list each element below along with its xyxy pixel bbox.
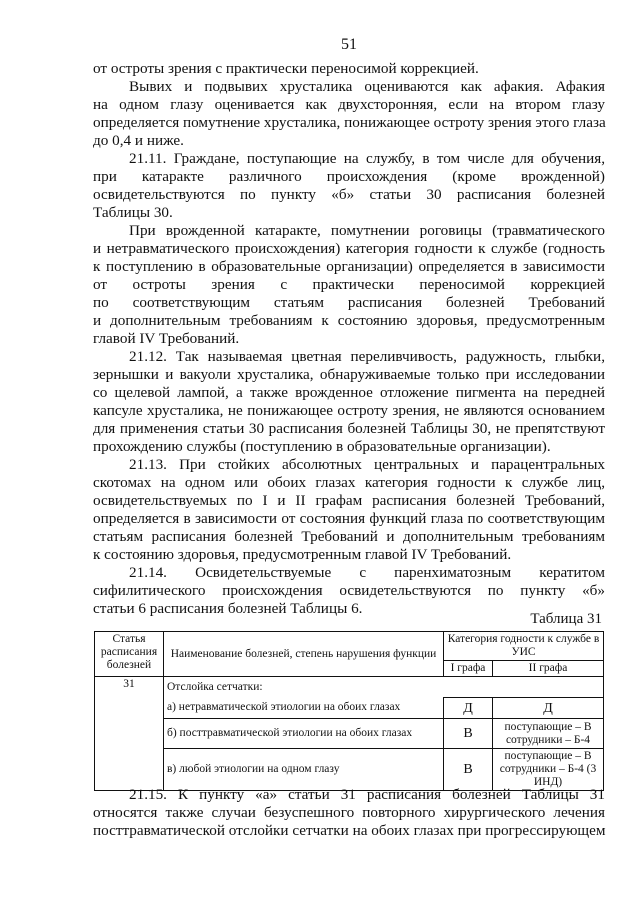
row-b-column-1: В: [444, 719, 493, 749]
row-b-column-2-line-1: поступающие – В: [504, 720, 592, 733]
text-line: освидетельствуются по пункту «б» статьи 30 расписания болезней: [93, 186, 605, 203]
text-line: и дополнительным требованиям к состоянию здоровья, предусмотренным: [93, 312, 605, 329]
text-line: при катаракте различного происхождения (кроме врожденной): [93, 168, 605, 185]
text-line: 21.11. Граждане, поступающие на службу, в том числе для обучения,: [129, 150, 605, 167]
article-number: 31: [95, 677, 164, 791]
text-line: со щелевой лампой, а также врожденное отложение пигмента на передней: [93, 384, 605, 401]
text-line: 21.15. К пункту «а» статьи 31 расписания болезней Таблицы 31: [129, 786, 605, 803]
page-number: 51: [341, 36, 357, 53]
row-a-name: а) нетравматической этиологии на обоих глазах: [164, 698, 444, 719]
text-line: к состоянию здоровья, предусмотренным главой IV Требований.: [93, 546, 512, 563]
text-line: капсуле хрусталика, не понижающее остроту зрения, не являются основанием: [93, 402, 605, 419]
text-line: освидетельствуемых по I и II графам расписания болезней Требований,: [93, 492, 605, 509]
row-c-column-2-line-2: сотрудники – Б-4 (3 ИНД): [499, 763, 597, 788]
row-c-column-2: [493, 749, 604, 791]
text-line: прохождению службы (поступлению в образовательные организации).: [93, 438, 551, 455]
text-line: определяется помутнение хрусталика, понижающее остроту зрения этого глаза: [93, 114, 606, 131]
table-row: [95, 749, 604, 791]
header-category: Категория годности к службе в УИС: [444, 632, 604, 661]
table-row: [95, 698, 604, 719]
table-row: [95, 719, 604, 749]
row-b-name: б) посттравматической этиологии на обоих глазах: [164, 719, 444, 749]
text-line: для применения статьи 30 расписания болезней Таблицы 30, не препятствуют: [93, 420, 605, 437]
text-line: 21.13. При стойких абсолютных центральных и парацентральных: [129, 456, 605, 473]
row-c-column-2-line-1: поступающие – В: [504, 750, 592, 762]
row-a-column-2: Д: [493, 698, 604, 719]
row-c-name: в) любой этиологии на одном глазу: [164, 749, 444, 791]
text-line: от остроты зрения с практически переносимой коррекцией: [93, 276, 605, 293]
text-line: посттравматической отслойки сетчатки на обоих глазах при прогрессирующем: [93, 822, 606, 839]
table-caption: Таблица 31: [530, 611, 602, 627]
text-line: 21.12. Так называемая цветная переливчивость, радужность, глыбки,: [129, 348, 605, 365]
text-line: статьи 6 расписания болезней Таблицы 6.: [93, 600, 363, 617]
text-line: 21.14. Освидетельствуемые с паренхиматозным кератитом: [129, 564, 605, 581]
row-b-column-2-line-2: сотрудники – Б-4: [505, 733, 591, 746]
header-column-1: I графа: [444, 661, 493, 677]
body-text-top: [93, 60, 605, 618]
header-column-2: II графа: [493, 661, 604, 677]
text-line: главой IV Требований.: [93, 330, 240, 347]
text-line: определяется в зависимости от состояния функций глаза по соответствующим: [93, 510, 605, 527]
text-line: и нетравматического происхождения) категория годности к службе (годность: [93, 240, 605, 257]
text-line: до 0,4 и ниже.: [93, 132, 184, 149]
text-line: к поступлению в образовательные организации) определяется в зависимости: [93, 258, 605, 275]
body-text-bottom: [93, 786, 605, 840]
row-c-column-1: В: [444, 749, 493, 791]
text-line: статьям расписания болезней Требований и дополнительным требованиям: [93, 528, 605, 545]
header-disease-name: Наименование болезней, степень нарушения функции: [164, 632, 444, 677]
text-line: Таблицы 30.: [93, 204, 173, 221]
text-line: скотомах на одном или обоих глазах категория годности к службе лиц,: [93, 474, 605, 491]
text-line: на одном глазу оценивается как двухсторонняя, если на втором глазу: [93, 96, 605, 113]
text-line: зернышки и вакуоли хрусталика, обнаруживаемые только при исследовании: [93, 366, 605, 383]
table-subtitle: Отслойка сетчатки:: [164, 677, 604, 698]
header-article: Статья расписания болезней: [95, 632, 164, 677]
row-a-column-1: Д: [444, 698, 493, 719]
text-line: относятся также случаи безуспешного повторного хирургического лечения: [93, 804, 605, 821]
text-line: Вывих и подвывих хрусталика оцениваются как афакия. Афакия: [129, 78, 605, 95]
row-b-column-2: [493, 719, 604, 749]
text-line: по соответствующим статьям расписания болезней Требований: [93, 294, 605, 311]
text-line: сифилитического происхождения освидетельствуются по пункту «б»: [93, 582, 605, 599]
text-line: от остроты зрения с практически переносимой коррекцией.: [93, 60, 479, 77]
text-line: При врожденной катаракте, помутнении роговицы (травматического: [129, 222, 605, 239]
table-31: [94, 631, 604, 791]
